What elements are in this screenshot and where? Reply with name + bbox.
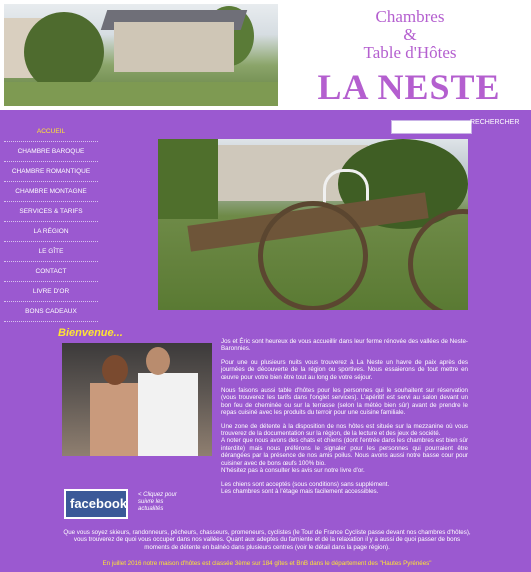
- nav-item-bons-cadeaux[interactable]: BONS CADEAUX: [4, 302, 98, 322]
- nav-item-gite[interactable]: LE GÎTE: [4, 242, 98, 262]
- site-subtitle: [300, 8, 520, 62]
- main-photo-cart: [158, 139, 468, 310]
- header: [0, 0, 531, 110]
- site-title[interactable]: LA NESTE: [317, 67, 501, 107]
- intro-paragraph: Nous faisons aussi table d'hôtes pour les personnes qui le souhaitent sur réservation (vous trouverez les tarifs dans l'onglet services). L'apéritif est servi au salon devant un bon feu de cheminée ou sur la terrasse (selon la météo bien sûr) avant de prendre le repas cuisiné avec les produits du terroir pour une cuisine familiale.: [221, 387, 468, 417]
- nav-item-chambre-baroque[interactable]: CHAMBRE BAROQUE: [4, 142, 98, 162]
- search-button[interactable]: RECHERCHER: [470, 119, 520, 126]
- facebook-button[interactable]: [64, 489, 128, 519]
- intro-paragraph: A noter que nous avons des chats et chiens (dont l'entrée dans les chambres est bien sûr interdite) mais nous préférons le signaler pour les personnes qui pourraient être dérangées par la présence de nos amis poilus. Nous avons aussi notre basse cour pour cuisiner avec de bons œufs 100% bio.: [221, 437, 468, 467]
- nav-item-livre-dor[interactable]: LIVRE D'OR: [4, 282, 98, 302]
- subtitle-line2: Table d'Hôtes: [363, 43, 457, 62]
- nav-item-accueil[interactable]: ACCUEIL: [4, 122, 98, 142]
- search-input[interactable]: [391, 120, 472, 134]
- nav-item-chambre-montagne[interactable]: CHAMBRE MONTAGNE: [4, 182, 98, 202]
- ranking-note: En juillet 2016 notre maison d'hôtes est classée 3ème sur 184 gîtes et BnB dans le département des "Hautes Pyrénées": [102, 560, 432, 567]
- header-photo-farmhouse: [4, 4, 278, 106]
- intro-paragraph: Une zone de détente à la disposition de nos hôtes est située sur la mezzanine où vous trouverez de la documentation sur la région, de la lecture et des jeux de société.: [221, 422, 468, 438]
- subtitle-amp: &: [403, 25, 417, 44]
- nav-item-contact[interactable]: CONTACT: [4, 262, 98, 282]
- activities-text: Que vous soyez skieurs, randonneurs, pêcheurs, chasseurs, promeneurs, cyclistes (le Tour de France Cycliste passe devant nos chambres d'hôtes), vous trouverez de quoi vous occuper dans nos vallées. Quant aux adeptes du farniente et de la relaxation il y a aussi de quoi passer de bons moments de détente en balnéo dans plusieurs centres (voir le détail dans la page région).: [63, 529, 471, 551]
- welcome-heading: Bienvenue...: [58, 327, 123, 339]
- facebook-note: < Cliquez pour suivre les actualités: [138, 492, 177, 512]
- intro-text: [221, 338, 468, 501]
- nav-item-region[interactable]: LA RÉGION: [4, 222, 98, 242]
- intro-paragraph: N'hésitez pas à consulter les avis sur notre livre d'or.: [221, 467, 365, 475]
- subtitle-line1: Chambres: [375, 7, 445, 26]
- intro-paragraph: Les chiens sont acceptés (sous conditions) sans supplément.: [221, 480, 390, 488]
- nav-item-chambre-romantique[interactable]: CHAMBRE ROMANTIQUE: [4, 162, 98, 182]
- intro-paragraph: Les chambres sont à l'étage mais facilement accessibles.: [221, 487, 379, 495]
- main-nav: [4, 122, 98, 322]
- intro-paragraph: Jos et Éric sont heureux de vous accueillir dans leur ferme rénovée des vallées de Neste-Baronnies.: [221, 338, 468, 353]
- facebook-label: facebook: [70, 496, 128, 511]
- hosts-photo: [62, 343, 212, 456]
- nav-item-services-tarifs[interactable]: SERVICES & TARIFS: [4, 202, 98, 222]
- intro-paragraph: Pour une ou plusieurs nuits vous trouverez à La Neste un havre de paix après des journées de découverte de la région ou sportives. Nous essaierons de tout mettre en œuvre pour votre bien être tout au long de votre séjour.: [221, 358, 468, 381]
